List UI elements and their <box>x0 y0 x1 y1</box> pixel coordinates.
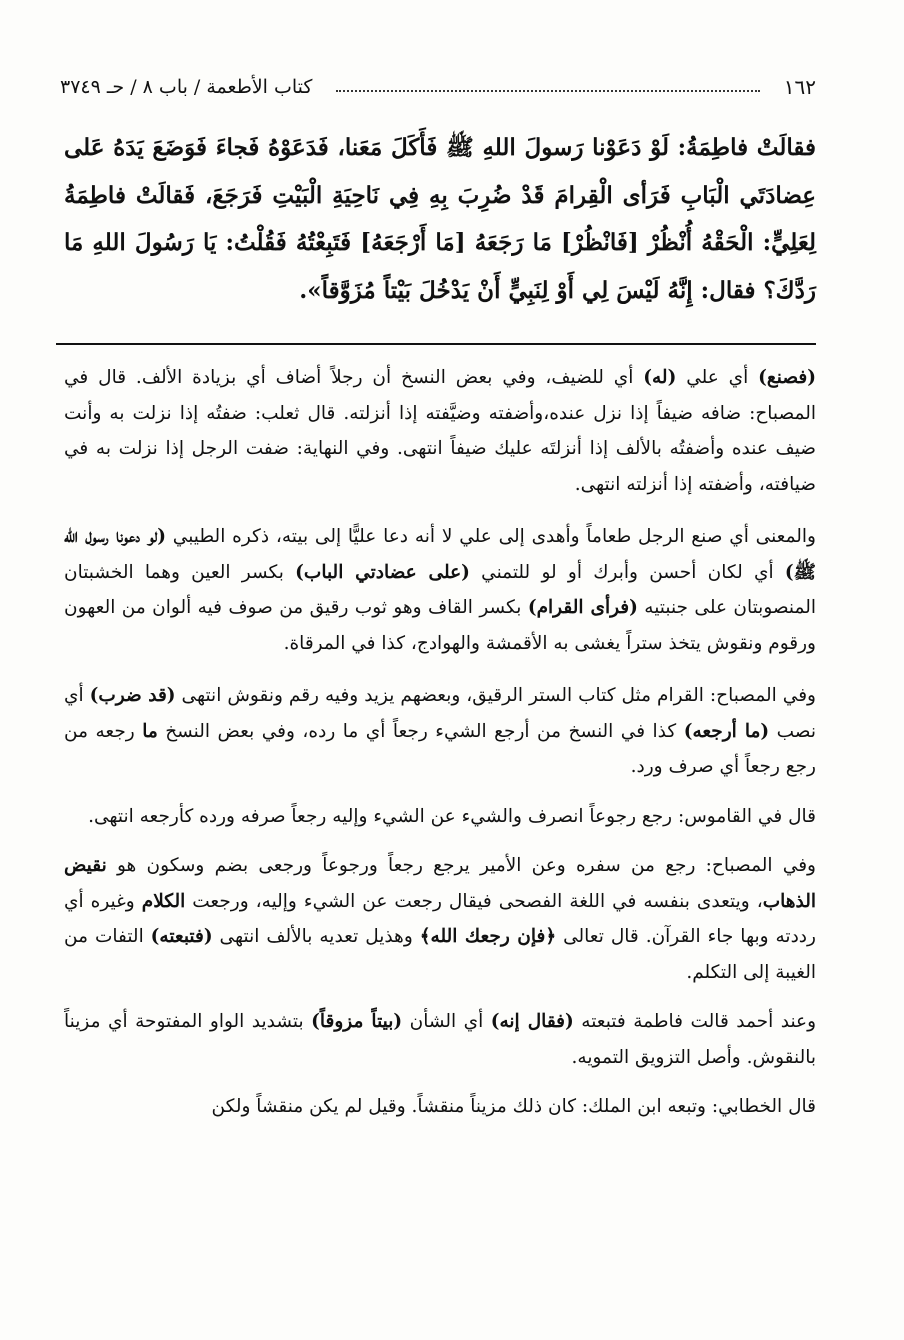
commentary-term: (فتبعته) <box>150 926 213 947</box>
commentary-term: (لو دعونا رسول الله ﷺ) <box>64 526 816 583</box>
commentary-text: بكسر العين وهما الخشبتان المنصوبتان على جنبتيه <box>64 561 816 618</box>
commentary-text: أي لكان أحسن وأبرك أو لو للتمني <box>469 561 785 583</box>
commentary-paragraph <box>64 848 816 990</box>
hadith-text: فقالَتْ فاطِمَةُ: لَوْ دَعَوْنا رَسولَ اللهِ ﷺ فَأَكَلَ مَعَنا، فَدَعَوْهُ فَجاءَ فَوَضَعَ يَدَهُ عَلى عِضادَتَي الْبَابِ فَرَأى الْقِرامَ قَدْ ضُرِبَ بِهِ فِي نَاحِيَةِ الْبَيْتِ فَرَجَعَ، فَقالَتْ فاطِمَةُ لِعَلِيٍّ: الْحَقْهُ أُنْظُرْ [فَانْظُرْ] مَا رَجَعَهُ [مَا أَرْجَعَهُ] فَتَبِعْتُهُ فَقُلْتُ: يَا رَسُولَ اللهِ مَا رَدَّكَ؟ فقال: إِنَّهُ لَيْسَ لِي أَوْ لِنَبِيٍّ أَنْ يَدْخُلَ بَيْتاً مُزَوَّقاً». <box>64 134 816 304</box>
commentary-term: الكلام <box>141 890 186 912</box>
commentary-term: (فقال إنه) <box>490 1011 574 1032</box>
commentary-text: أي علي <box>676 367 759 388</box>
page-header <box>60 70 816 104</box>
commentary-term: (فرأى القرام) <box>527 597 638 618</box>
hadith-text-block <box>64 124 816 314</box>
commentary-term: (على عضادتي الباب) <box>295 561 470 583</box>
commentary-term: (بيتاً مزوقاً) <box>311 1011 403 1032</box>
commentary-text: والمعنى أي صنع الرجل طعاماً وأهدى إلى علي لا أنه دعا عليًّا إلى بيته، ذكره الطيبي <box>165 526 816 547</box>
commentary-paragraph <box>64 360 816 502</box>
commentary-text: التفات من الغيبة إلى التكلم. <box>64 926 816 983</box>
commentary-text: وفي المصباح: رجع من سفره وعن الأمير يرجع رجعاً ورجوعاً ورجعى بضم وسكون هو <box>106 855 816 876</box>
commentary-text: أي الشأن <box>402 1011 491 1032</box>
commentary-term: (فصنع) <box>758 367 816 388</box>
footnote-separator-rule <box>56 343 816 345</box>
running-title: كتاب الأطعمة / باب ٨ / حـ ٣٧٤٩ <box>60 76 313 98</box>
page-number: ١٦٢ <box>783 75 816 99</box>
commentary-text: وفي المصباح: القرام مثل كتاب الستر الرقيق، وبعضهم يزيد وفيه رقم ونقوش انتهى <box>175 685 816 706</box>
commentary-term: (قد ضرب) <box>89 685 176 706</box>
commentary-text: وعند أحمد قالت فاطمة فتبعته <box>573 1011 817 1032</box>
commentary-paragraph <box>64 519 816 661</box>
commentary-text: أي للضيف، وفي بعض النسخ أن رجلاً أضاف أي بزيادة الألف. قال في المصباح: ضافه ضيفاً إذا نزل عنده،وأضفته وضيَّفته إذا أنزلته. قال ثعلب: ضفتُه إذا نزلت به وأنت ضيف عنده وأضفتُه بالألف إذا أنزلتَه عليك ضيفاً انتهى. وفي النهاية: ضفت الرجل إذا نزلت به في ضيافته، وأضفته إذا أنزلته انتهى. <box>64 367 816 495</box>
commentary-text: وغيره أي رددته وبها جاء القرآن. قال تعالى <box>64 890 816 947</box>
commentary-text: وهذيل تعديه بالألف انتهى <box>212 926 420 947</box>
commentary-paragraph <box>64 1089 816 1125</box>
commentary-term: (له) <box>643 367 677 388</box>
commentary-paragraph <box>64 1004 816 1075</box>
commentary-paragraph <box>64 799 816 835</box>
commentary-text: قال الخطابي: وتبعه ابن الملك: كان ذلك مزيناً منقشاً. وقيل لم يكن منقشاً ولكن <box>211 1096 816 1117</box>
commentary-paragraph <box>64 678 816 785</box>
commentary-term: نقيض الذهاب <box>64 855 816 912</box>
commentary-term: (ما أرجعه) <box>683 720 770 742</box>
commentary-text: رجعه من رجع رجعاً أي صرف ورد. <box>64 720 816 777</box>
commentary-block <box>64 360 816 1139</box>
header-dotted-leader <box>336 90 759 92</box>
commentary-text: أي نصب <box>64 685 816 742</box>
commentary-text: كذا في النسخ من أرجع الشيء رجعاً أي ما رده، وفي بعض النسخ <box>157 720 684 742</box>
commentary-text: ، ويتعدى بنفسه في اللغة الفصحى فيقال رجعت عن الشيء وإليه، ورجعت <box>185 890 763 912</box>
commentary-text: بكسر القاف وهو ثوب رقيق من صوف فيه ألوان من العهون ورقوم ونقوش يتخذ ستراً يغشى به الأقمشة والهوادج، كذا في المرقاة. <box>64 597 816 654</box>
commentary-term: ﴿فإن رجعك الله﴾ <box>419 926 557 947</box>
commentary-text: بتشديد الواو المفتوحة أي مزيناً بالنقوش. وأصل التزويق التمويه. <box>64 1011 816 1068</box>
commentary-term: ما <box>142 720 158 742</box>
commentary-text: قال في القاموس: رجع رجوعاً انصرف والشيء عن الشيء وإليه رجعاً صرفه ورده كأرجعه انتهى. <box>88 805 816 827</box>
